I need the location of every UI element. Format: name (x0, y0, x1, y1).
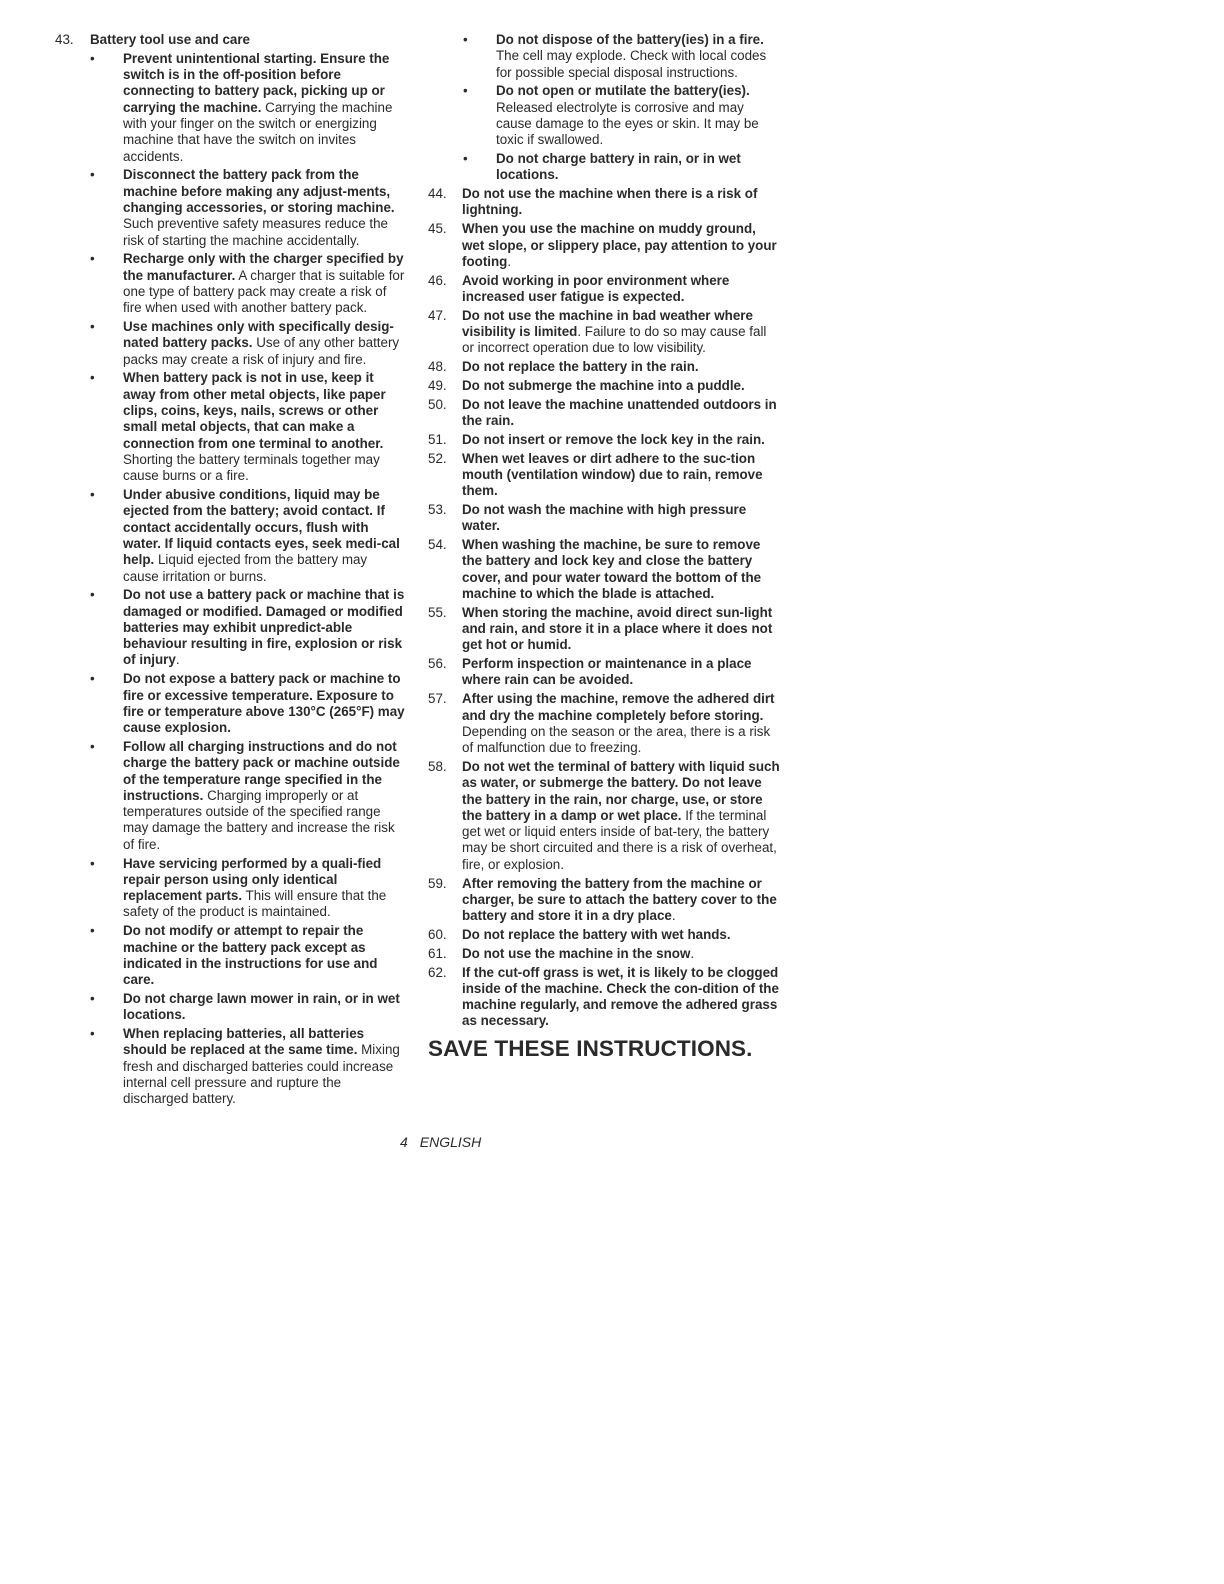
numbered-item-text (462, 359, 780, 375)
numbered-item-bold-text: If the cut-off grass is wet, it is likely to be clogged inside of the machine. Check the con-dition of the machine regularly, and remove the adhered grass as necessary. (462, 964, 779, 1029)
numbered-item-text (462, 656, 780, 689)
item-number: 50. (428, 396, 447, 412)
safety-bullet (55, 319, 405, 368)
safety-bullet-plain-text: A charger that is suitable for one type of battery pack may create a risk of fire when used with another battery pack. (123, 267, 405, 316)
safety-bullet-plain-text: . (175, 652, 180, 668)
safety-bullet-plain-text: This will ensure that the safety of the product is maintained. (123, 888, 387, 920)
safety-bullet-plain-text: Charging improperly or at temperatures outside of the specified range may damage the battery and increase the risk of fire. (123, 787, 395, 852)
safety-bullet-bold-text: Recharge only with the charger specified by the manufacturer. (123, 251, 404, 283)
numbered-item-bold-text: Avoid working in poor environment where increased user fatigue is expected. (462, 272, 730, 304)
numbered-item-text (462, 537, 780, 602)
numbered-item-text (462, 378, 780, 394)
numbered-item-text (462, 965, 780, 1030)
safety-bullet-bold-text: When battery pack is not in use, keep it away from other metal objects, like paper clips, coins, keys, nails, screws or other small metal objects, that can make a connection from one terminal to another. (123, 370, 386, 451)
safety-bullet-text (496, 83, 780, 148)
section-heading (55, 32, 405, 48)
bullet-marker: • (90, 855, 95, 871)
numbered-item-bold-text: Do not wet the terminal of battery with liquid such as water, or submerge the battery. Do not leave the battery in the rain, nor charge, use, or store the battery in a damp or wet place. (462, 758, 780, 823)
safety-bullet (55, 251, 405, 316)
numbered-item-text (462, 397, 780, 430)
bullet-marker: • (90, 671, 95, 687)
safety-bullet (55, 923, 405, 988)
item-number: 54. (428, 537, 447, 553)
numbered-item-bold-text: Do not submerge the machine into a puddle. (462, 377, 745, 393)
safety-bullet-text (123, 991, 405, 1024)
safety-bullet-bold-text: Do not use a battery pack or machine that is damaged or modified. Damaged or modified batteries may exhibit unpredict-able behaviour resulting in fire, explosion or risk of injury (123, 587, 405, 668)
bullet-marker: • (463, 83, 468, 99)
bullet-marker: • (90, 251, 95, 267)
numbered-item (428, 876, 780, 925)
safety-bullet (55, 587, 405, 668)
safety-bullet-plain-text: The cell may explode. Check with local codes for possible special disposal instructions. (496, 48, 767, 80)
safety-bullet (55, 167, 405, 248)
safety-bullet-bold-text: Disconnect the battery pack from the machine before making any adjust-ments, changing accessories, or storing machine. (123, 167, 395, 215)
numbered-item-plain-text: . (671, 908, 676, 924)
numbered-item-bold-text: Do not insert or remove the lock key in the rain. (462, 431, 765, 447)
numbered-item-text (462, 876, 780, 925)
safety-bullet-text (123, 51, 405, 165)
numbered-item-text (462, 946, 780, 962)
item-number: 52. (428, 450, 447, 466)
numbered-item (428, 759, 780, 873)
safety-bullet-bold-text: When replacing batteries, all batteries should be replaced at the same time. (123, 1026, 365, 1058)
numbered-item-bold-text: Do not use the machine in the snow (462, 945, 691, 961)
safety-bullet-text (123, 251, 405, 316)
numbered-item (428, 927, 780, 943)
safety-bullet-bold-text: Use machines only with specifically desig-nated battery packs. (123, 319, 394, 351)
numbered-item (428, 537, 780, 602)
safety-bullet-text (123, 856, 405, 921)
numbered-item (428, 451, 780, 500)
right-bullet-list (428, 32, 780, 184)
item-number: 56. (428, 656, 447, 672)
safety-bullet-bold-text: Do not modify or attempt to repair the machine or the battery pack except as indicated in the instructions for use and care. (123, 923, 378, 988)
numbered-list (428, 186, 780, 1030)
bullet-marker: • (90, 167, 95, 183)
numbered-item-bold-text: After using the machine, remove the adhered dirt and dry the machine completely before storing. (462, 691, 775, 723)
safety-bullet-bold-text: Under abusive conditions, liquid may be ejected from the battery; avoid contact. If contact accidentally occurs, flush with water. If liquid contacts eyes, seek medi-cal help. (123, 487, 400, 568)
numbered-item-bold-text: Do not wash the machine with high pressure water. (462, 502, 747, 534)
numbered-item-text (462, 605, 780, 654)
item-number: 59. (428, 875, 447, 891)
bullet-marker: • (90, 50, 95, 66)
item-number: 44. (428, 186, 447, 202)
item-number: 57. (428, 691, 447, 707)
numbered-item-plain-text: If the terminal get wet or liquid enters inside of bat-tery, the battery may be short circuited and there is a risk of overheat, fire, or explosion. (462, 807, 777, 872)
numbered-item-plain-text: . (507, 253, 512, 269)
bullet-marker: • (90, 1026, 95, 1042)
safety-bullet (428, 32, 780, 81)
numbered-item (428, 359, 780, 375)
page-number: 4 (400, 1134, 408, 1150)
bullet-marker: • (90, 319, 95, 335)
item-number: 61. (428, 945, 447, 961)
numbered-item-text (462, 432, 780, 448)
right-column (428, 32, 780, 1062)
safety-bullet (55, 739, 405, 853)
item-number: 47. (428, 307, 447, 323)
safety-bullet-text (123, 1026, 405, 1107)
bullet-marker: • (90, 923, 95, 939)
numbered-item-text (462, 273, 780, 306)
safety-bullet-bold-text: Do not expose a battery pack or machine to fire or excessive temperature. Exposure to fire or temperature above 130°C (265°F) may cause explosion. (123, 671, 405, 736)
left-bullet-list (55, 51, 405, 1108)
numbered-item (428, 965, 780, 1030)
safety-bullet-bold-text: Do not charge battery in rain, or in wet locations. (496, 151, 741, 183)
numbered-item-text (462, 308, 780, 357)
numbered-item-bold-text: When storing the machine, avoid direct sun-light and rain, and store it in a place where it does not get hot or humid. (462, 604, 773, 653)
numbered-item-text (462, 221, 780, 270)
safety-bullet-text (123, 167, 405, 248)
numbered-item-bold-text: Perform inspection or maintenance in a place where rain can be avoided. (462, 656, 752, 688)
item-number: 51. (428, 431, 447, 447)
safety-bullet-plain-text: Liquid ejected from the battery may cause irritation or burns. (123, 552, 368, 584)
bullet-marker: • (90, 990, 95, 1006)
numbered-item (428, 946, 780, 962)
safety-bullet (55, 991, 405, 1024)
safety-bullet-bold-text: Follow all charging instructions and do not charge the battery pack or machine outside of the temperature range specified in the instructions. (123, 738, 400, 803)
safety-bullet-bold-text: Have servicing performed by a quali-fied repair person using only identical replacement parts. (123, 855, 382, 904)
item-number: 48. (428, 359, 447, 375)
safety-bullet-text (123, 587, 405, 668)
numbered-item-plain-text: . Failure to do so may cause fall or incorrect operation due to low visibility. (462, 324, 767, 356)
item-number: 49. (428, 377, 447, 393)
numbered-item (428, 221, 780, 270)
numbered-item (428, 691, 780, 756)
safety-bullet-plain-text: Released electrolyte is corrosive and may cause damage to the eyes or skin. It may be toxic if swallowed. (496, 99, 759, 148)
safety-bullet (55, 51, 405, 165)
numbered-item (428, 605, 780, 654)
numbered-item (428, 432, 780, 448)
safety-bullet (428, 83, 780, 148)
numbered-item (428, 397, 780, 430)
bullet-marker: • (90, 587, 95, 603)
page-footer (400, 1134, 481, 1150)
item-number: 46. (428, 272, 447, 288)
numbered-item (428, 656, 780, 689)
safety-bullet (55, 1026, 405, 1107)
numbered-item-bold-text: After removing the battery from the machine or charger, be sure to attach the battery cover to the battery and store it in a dry place (462, 875, 777, 924)
item-number: 62. (428, 964, 447, 980)
safety-bullet-plain-text: Carrying the machine with your finger on the switch or energizing machine that have the switch on invites accidents. (123, 99, 393, 164)
numbered-item-text (462, 927, 780, 943)
left-column (55, 32, 405, 1110)
safety-bullet-bold-text: Do not open or mutilate the battery(ies). (496, 83, 750, 99)
numbered-item-text (462, 502, 780, 535)
numbered-item-text (462, 451, 780, 500)
bullet-marker: • (90, 738, 95, 754)
item-number: 60. (428, 926, 447, 942)
item-number: 45. (428, 221, 447, 237)
numbered-item (428, 502, 780, 535)
safety-bullet-text (123, 739, 405, 853)
item-number: 58. (428, 758, 447, 774)
safety-bullet (55, 487, 405, 585)
safety-bullet-text (123, 923, 405, 988)
safety-bullet-text (496, 151, 780, 184)
safety-bullet-plain-text: Use of any other battery packs may create a risk of injury and fire. (123, 335, 400, 367)
numbered-item-text (462, 759, 780, 873)
safety-bullet-plain-text: Shorting the battery terminals together may cause burns or a fire. (123, 451, 380, 484)
numbered-item (428, 378, 780, 394)
bullet-marker: • (90, 370, 95, 386)
numbered-item (428, 273, 780, 306)
numbered-item-bold-text: Do not use the machine when there is a risk of lightning. (462, 186, 758, 218)
numbered-item (428, 186, 780, 219)
safety-bullet-plain-text: Such preventive safety measures reduce the risk of starting the machine accidentally. (123, 216, 388, 248)
section-number: 43. (55, 32, 74, 47)
item-number: 55. (428, 604, 447, 620)
numbered-item-bold-text: Do not use the machine in bad weather where visibility is limited (462, 307, 753, 340)
footer-language: ENGLISH (419, 1134, 482, 1150)
safety-bullet (428, 151, 780, 184)
numbered-item-bold-text: Do not leave the machine unattended outdoors in the rain. (462, 396, 777, 429)
section-title: Battery tool use and care (90, 32, 250, 47)
safety-bullet (55, 671, 405, 736)
bullet-marker: • (463, 151, 468, 167)
safety-bullet-text (123, 671, 405, 736)
numbered-item-plain-text: Depending on the season or the area, there is a risk of malfunction due to freezing. (462, 723, 771, 756)
numbered-item-text (462, 186, 780, 219)
safety-bullet-bold-text: Do not charge lawn mower in rain, or in wet locations. (123, 990, 400, 1023)
numbered-item-bold-text: When you use the machine on muddy ground, wet slope, or slippery place, pay attention to your footing (462, 221, 777, 269)
numbered-item-plain-text: . (690, 945, 695, 961)
safety-bullet (55, 856, 405, 921)
safety-bullet-text (123, 370, 405, 484)
numbered-item-text (462, 691, 780, 756)
bullet-marker: • (90, 487, 95, 503)
safety-bullet (55, 370, 405, 484)
safety-bullet-text (123, 487, 405, 585)
numbered-item-bold-text: Do not replace the battery in the rain. (462, 359, 699, 375)
safety-bullet-plain-text: Mixing fresh and discharged batteries could increase internal cell pressure and rupture the discharged battery. (123, 1042, 400, 1107)
safety-bullet-bold-text: Prevent unintentional starting. Ensure the switch is in the off-position before connecting to battery pack, picking up or carrying the machine. (123, 50, 390, 115)
safety-bullet-bold-text: Do not dispose of the battery(ies) in a fire. (496, 32, 764, 47)
bullet-marker: • (463, 32, 468, 47)
numbered-item (428, 308, 780, 357)
numbered-item-bold-text: Do not replace the battery with wet hands. (462, 926, 731, 942)
numbered-item-bold-text: When washing the machine, be sure to remove the battery and lock key and close the battery cover, and pour water toward the bottom of the machine to which the blade is attached. (462, 537, 762, 601)
safety-bullet-text (496, 32, 780, 81)
item-number: 53. (428, 502, 447, 518)
save-instructions-heading: SAVE THESE INSTRUCTIONS. (428, 1035, 753, 1061)
safety-bullet-text (123, 319, 405, 368)
numbered-item-bold-text: When wet leaves or dirt adhere to the suc-tion mouth (ventilation window) due to rain, remove them. (462, 450, 763, 499)
